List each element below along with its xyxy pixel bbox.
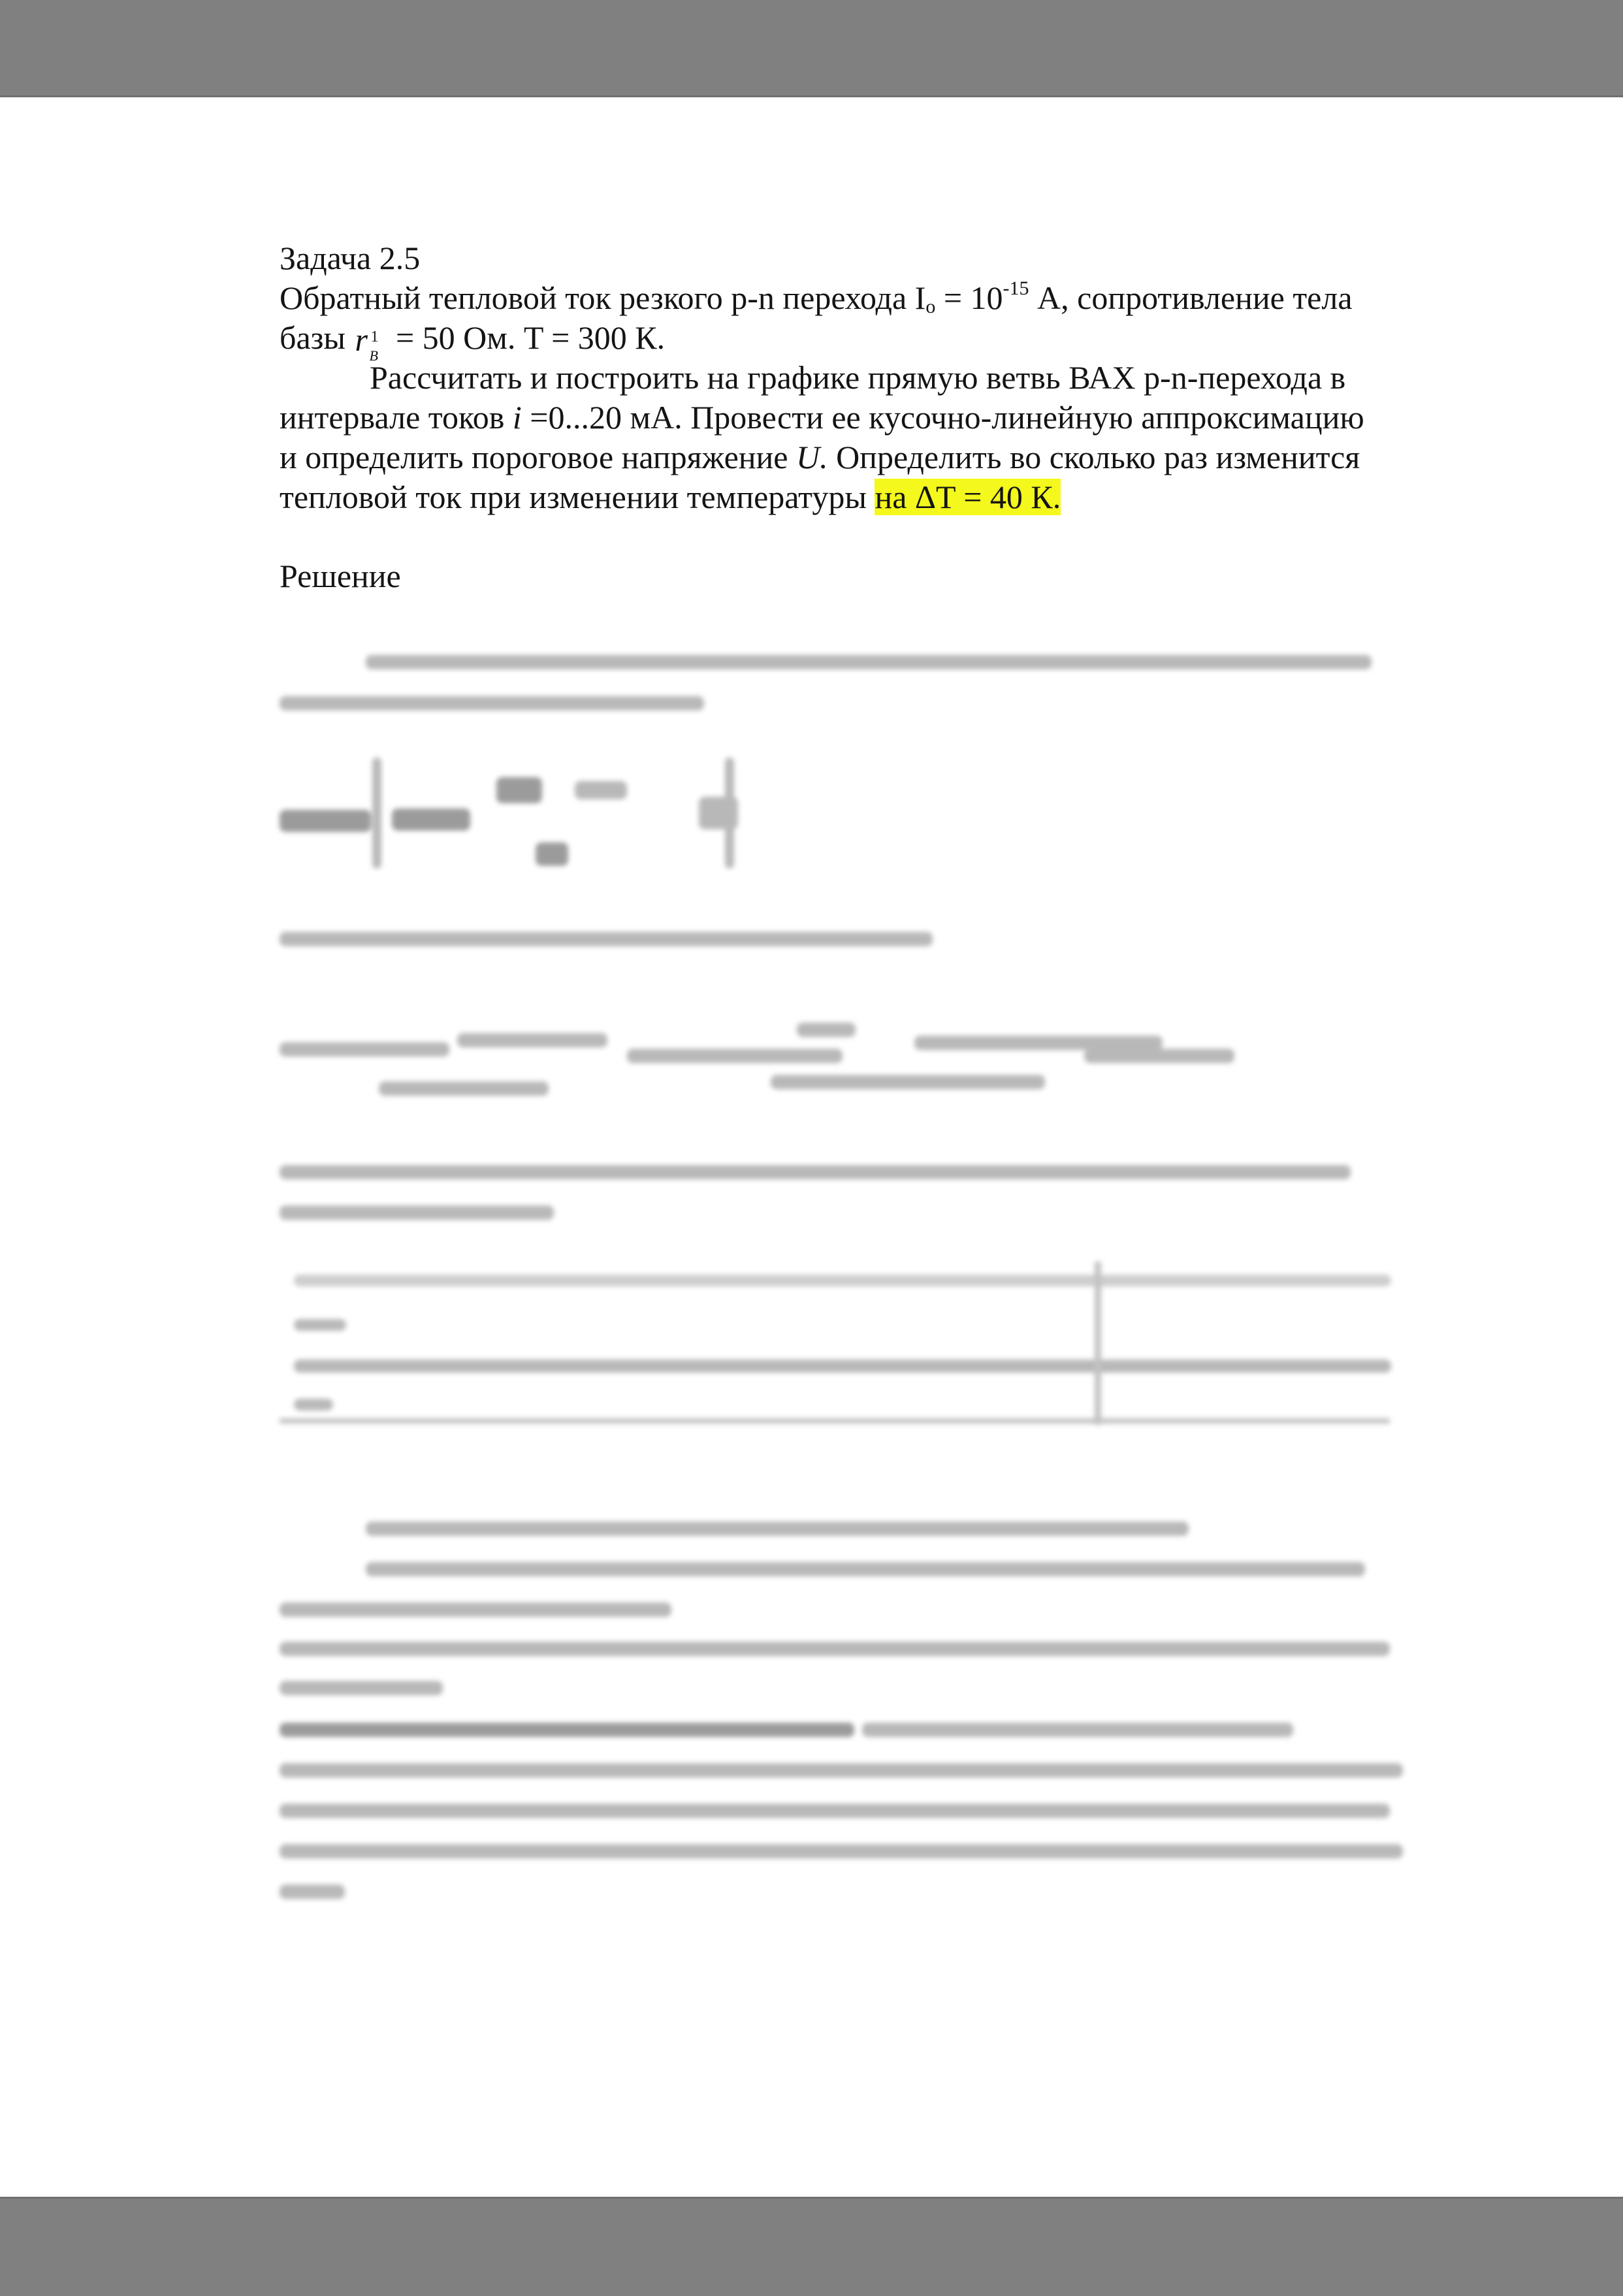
task-paragraph-line-2: интервале токов i =0...20 мА. Провести ее кусочно-линейную аппроксимацию (280, 399, 1364, 436)
solution-heading: Решение (280, 558, 401, 594)
highlighted-text: на ΔT = 40 К. (875, 479, 1061, 515)
bottom-gray-band (0, 2197, 1623, 2296)
base-resistance-symbol: r 1 B (355, 321, 379, 364)
task-paragraph-line-1: Рассчитать и построить на графике прямую ветвь ВАХ p-n-перехода в (370, 359, 1346, 396)
problem-condition-line-1: Обратный тепловой ток резкого p-n перехода $I_o = 10^{-15}$ А, сопротивление тела (280, 278, 1353, 317)
problem-title: Задача 2.5 (280, 240, 421, 276)
task-paragraph-line-4: тепловой ток при изменении температуры на ΔT = 40 К. (280, 479, 1061, 515)
problem-condition-line-2: базы r 1 B = 50 Ом. T = 300 К. (280, 319, 666, 364)
task-paragraph-line-3: и определить пороговое напряжение U. Определить во сколько раз изменится (280, 439, 1360, 475)
